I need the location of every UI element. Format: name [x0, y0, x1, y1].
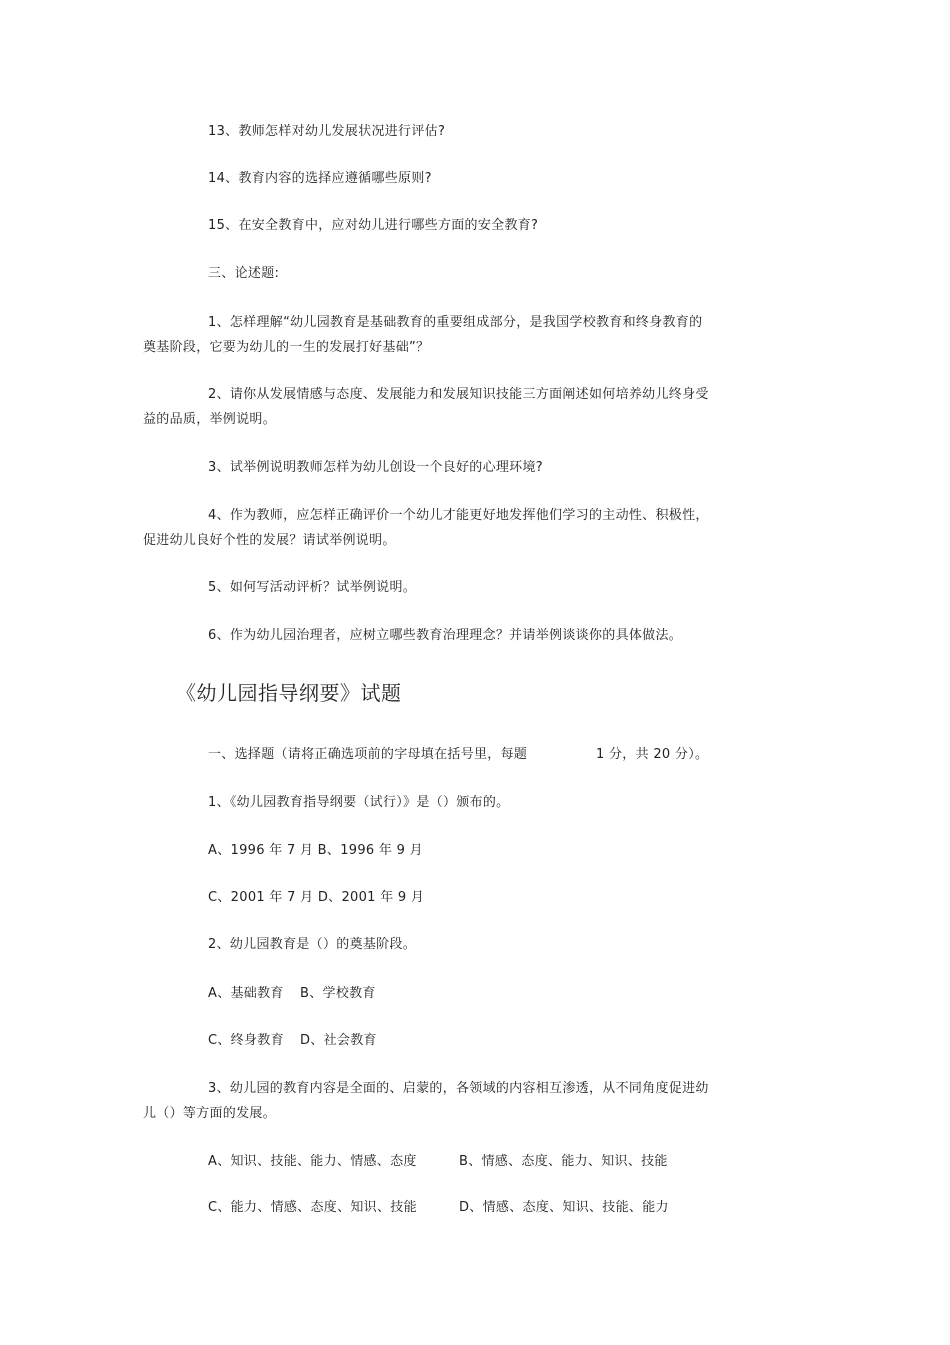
essay-6: 6、作为幼儿园治理者，应树立哪些教育治理理念？并请举例谈谈你的具体做法。: [208, 628, 683, 643]
mc-question-1-options-cd: C、2001 年 7 月 D、2001 年 9 月: [208, 890, 425, 905]
essay-2-line-2: 益的品质，举例说明。: [143, 412, 277, 427]
question-13: 13、教师怎样对幼儿发展状况进行评估?: [208, 124, 446, 139]
choice-intro-b: 1 分，共 20 分）。: [596, 747, 709, 762]
mc-question-2-option-d: D、社会教育: [300, 1033, 377, 1048]
mc-question-3-option-d: D、情感、态度、知识、技能、能力: [459, 1200, 669, 1215]
question-14: 14、教育内容的选择应遵循哪些原则?: [208, 171, 432, 186]
essay-2-line-1: 2、请你从发展情感与态度、发展能力和发展知识技能三方面阐述如何培养幼儿终身受: [208, 387, 709, 402]
mc-question-2-option-a: A、基础教育: [208, 986, 284, 1001]
exam-title: 《幼儿园指导纲要》试题: [176, 681, 402, 705]
essay-3: 3、试举例说明教师怎样为幼儿创设一个良好的心理环境?: [208, 460, 543, 475]
mc-question-2-option-c: C、终身教育: [208, 1033, 284, 1048]
choice-intro-a: 一、选择题（请将正确选项前的字母填在括号里，每题: [208, 747, 528, 762]
essay-1-line-1: 1、怎样理解“幼儿园教育是基础教育的重要组成部分，是我国学校教育和终身教育的: [208, 315, 703, 330]
mc-question-2: 2、幼儿园教育是（）的奠基阶段。: [208, 937, 417, 952]
mc-question-3-line-2: 儿（）等方面的发展。: [143, 1106, 277, 1121]
essay-5: 5、如何写活动评析？试举例说明。: [208, 580, 417, 595]
essay-4-line-1: 4、作为教师，应怎样正确评价一个幼儿才能更好地发挥他们学习的主动性、积极性，: [208, 508, 709, 523]
mc-question-2-option-b: B、学校教育: [300, 986, 376, 1001]
mc-question-1-options-ab: A、1996 年 7 月 B、1996 年 9 月: [208, 843, 423, 858]
essay-4-line-2: 促进幼儿良好个性的发展？请试举例说明。: [143, 533, 396, 548]
mc-question-3-option-b: B、情感、态度、能力、知识、技能: [459, 1154, 668, 1169]
mc-question-1: 1、《幼儿园教育指导纲要（试行）》是（）颁布的。: [208, 795, 510, 810]
mc-question-3-option-a: A、知识、技能、能力、情感、态度: [208, 1154, 417, 1169]
question-15: 15、在安全教育中，应对幼儿进行哪些方面的安全教育?: [208, 218, 539, 233]
mc-question-3-option-c: C、能力、情感、态度、知识、技能: [208, 1200, 417, 1215]
section-title-essay: 三、论述题:: [208, 266, 280, 281]
essay-1-line-2: 奠基阶段，它要为幼儿的一生的发展打好基础”？: [143, 340, 430, 355]
mc-question-3-line-1: 3、幼儿园的教育内容是全面的、启蒙的，各领域的内容相互渗透，从不同角度促进幼: [208, 1081, 709, 1096]
